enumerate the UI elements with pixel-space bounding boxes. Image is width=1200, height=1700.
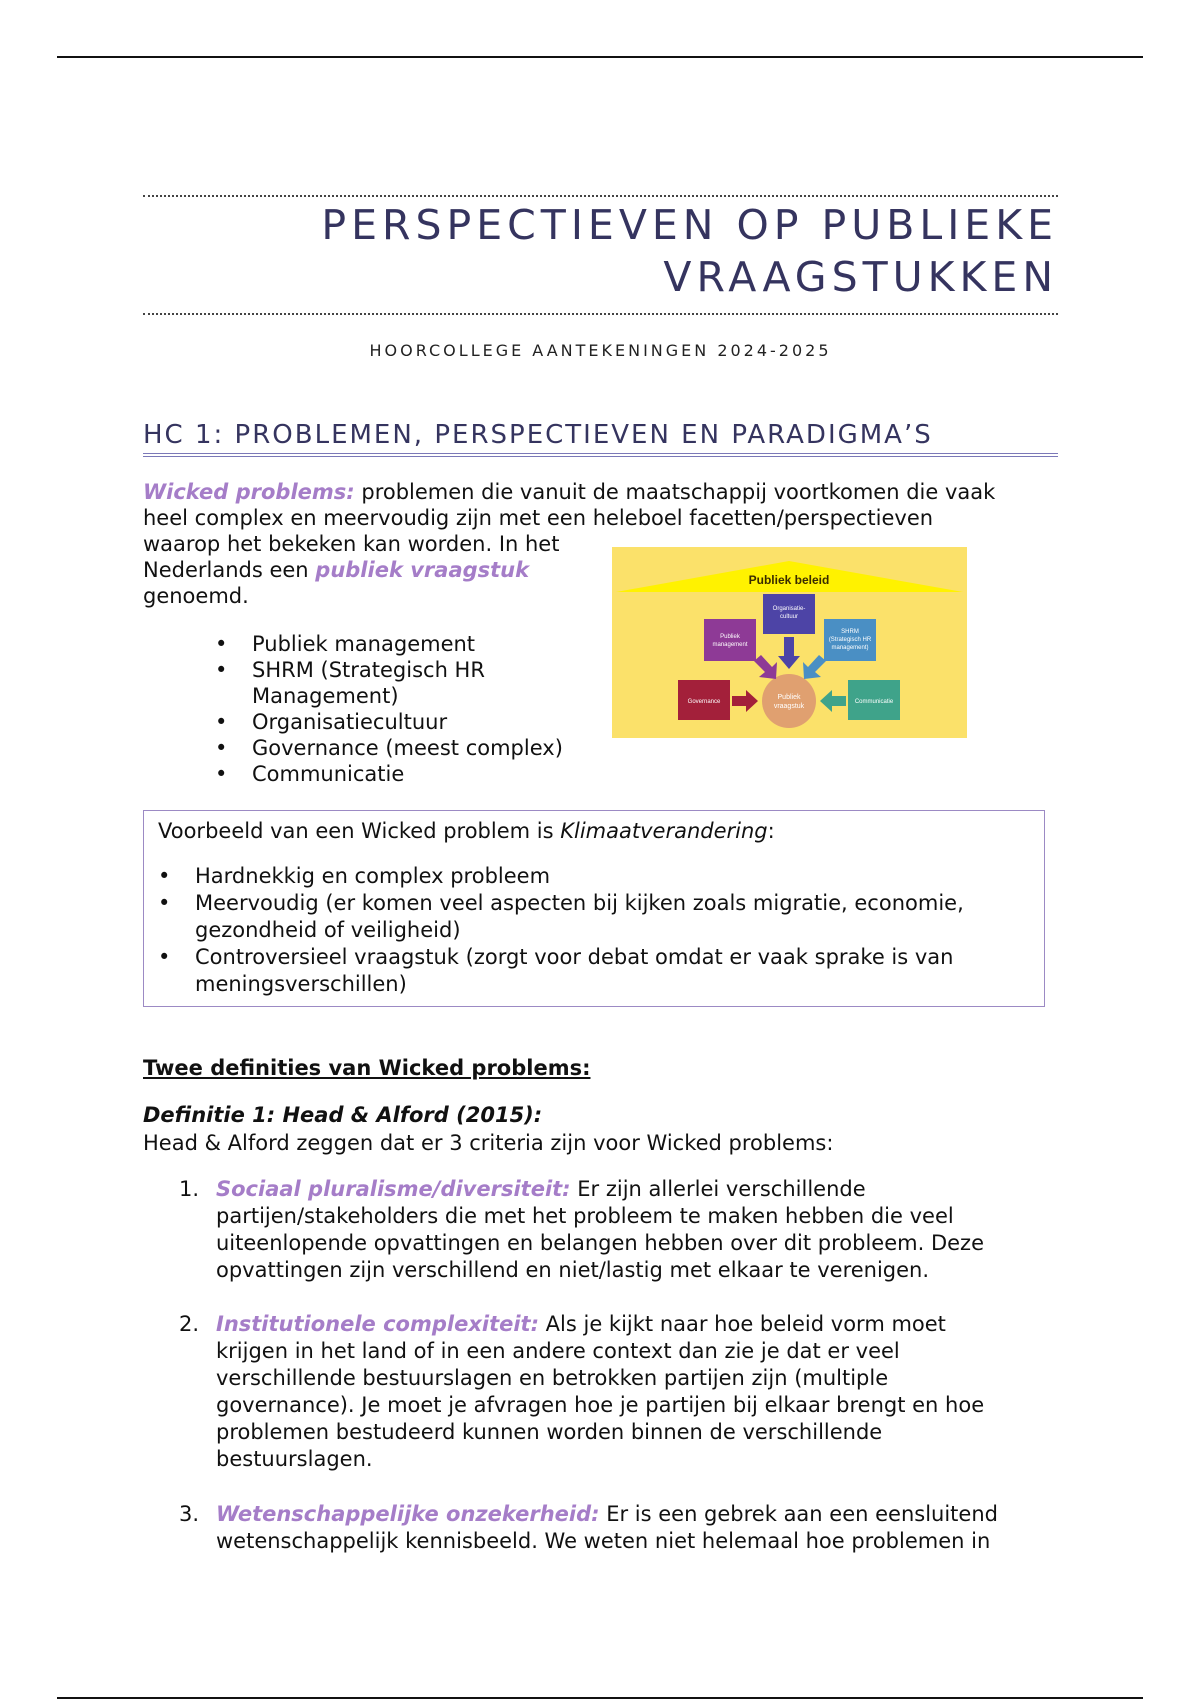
- criterion-3-term: Wetenschappelijke onzekerheid:: [216, 1502, 600, 1526]
- intro-line-3: waarop het bekeken kan worden. In het: [143, 532, 560, 556]
- criterion-number: 2.: [179, 1312, 200, 1336]
- center-label-2: vraagstuk: [773, 703, 805, 710]
- list-item-continuation: Management): [252, 684, 399, 708]
- box-pm-label-1: Publiek: [720, 634, 740, 640]
- criterion-2-term: Institutionele complexiteit:: [216, 1312, 539, 1336]
- list-item: [158, 944, 1030, 998]
- document-subtitle: HOORCOLLEGE AANTEKENINGEN 2024-2025: [369, 341, 832, 360]
- definitions-heading: Twee definities van Wicked problems:: [143, 1056, 591, 1080]
- example-intro-colon: :: [767, 819, 775, 843]
- criterion-3: [143, 1501, 1063, 1555]
- intro-line-1-text: problemen die vanuit de maatschappij voortkomen die vaak: [354, 480, 996, 504]
- criterion-number: 3.: [179, 1502, 200, 1526]
- example-bullet-3-line-1: • Controversieel vraagstuk (zorgt voor debat omdat er vaak sprake is van: [195, 945, 954, 969]
- criterion-number: 1.: [179, 1177, 200, 1201]
- criterion-3-line-1: [216, 1501, 1063, 1528]
- criterion-2-line-1: [216, 1311, 1063, 1338]
- header-rule: [57, 56, 1143, 58]
- box-gov-label: Governance: [687, 699, 721, 705]
- box-org-label-1: Organisatie-: [772, 606, 806, 612]
- criterion-1-line-1: [216, 1176, 1063, 1203]
- example-bullet-2-line-1: • Meervoudig (er komen veel aspecten bij kijken zoals migratie, economie,: [195, 891, 964, 915]
- criterion-2-text-1: Als je kijkt naar hoe beleid vorm moet: [539, 1312, 946, 1336]
- example-bullet-1: Hardnekkig en complex probleem: [195, 864, 551, 888]
- term-wicked-problems: Wicked problems:: [143, 480, 355, 504]
- footer-rule: [57, 1697, 1143, 1699]
- list-item: • Publiek management: [143, 631, 563, 657]
- example-emphasis: Klimaatverandering: [560, 819, 768, 843]
- box-shrm-label-1: SHRM: [841, 629, 859, 635]
- criterion-2-line-6: bestuurslagen.: [216, 1447, 373, 1471]
- criterion-3-line-2: wetenschappelijk kennisbeeld. We weten niet helemaal hoe problemen in: [216, 1529, 991, 1553]
- criterion-2-line-2: krijgen in het land of in een andere context dan zie je dat er veel: [216, 1339, 900, 1363]
- box-shrm-label-3: management): [831, 645, 869, 651]
- center-circle: [762, 674, 816, 728]
- list-item: • Governance (meest complex): [143, 735, 563, 761]
- arrow-shrm: [803, 655, 826, 679]
- criterion-2: [143, 1311, 1063, 1473]
- example-intro-text: Voorbeeld van een Wicked problem is: [158, 819, 561, 843]
- diagram-svg: [612, 547, 967, 738]
- list-item: [158, 863, 1030, 890]
- arrow-com: [820, 690, 846, 712]
- perspectives-list: [143, 631, 563, 787]
- section-heading: HC 1: PROBLEMEN, PERSPECTIEVEN EN PARADIGMA’S: [143, 420, 1058, 457]
- criterion-2-line-5: problemen bestudeerd kunnen worden binnen de verschillende: [216, 1420, 883, 1444]
- criterion-1-term: Sociaal pluralisme/diversiteit:: [216, 1177, 571, 1201]
- term-publiek-vraagstuk: publiek vraagstuk: [315, 558, 530, 582]
- perspectives-diagram: [612, 547, 967, 738]
- definition-1-title: Definitie 1: Head & Alford (2015):: [143, 1103, 543, 1127]
- title-line-1: PERSPECTIEVEN OP PUBLIEKE: [321, 201, 1058, 249]
- arrow-pm: [754, 655, 777, 679]
- box-pm-label-2: management: [712, 642, 748, 648]
- example-list: [158, 863, 1030, 998]
- criterion-1-line-3: uiteenlopende opvattingen en belangen hebben over dit probleem. Deze: [216, 1231, 984, 1255]
- box-shrm-label-2: (Strategisch HR: [828, 637, 872, 643]
- arrow-gov: [732, 690, 758, 712]
- criterion-2-line-4: governance). Je moet je afvragen hoe je partijen bij elkaar brengt en hoe: [216, 1393, 985, 1417]
- definition-1-intro: Head & Alford zeggen dat er 3 criteria zijn voor Wicked problems:: [143, 1131, 834, 1155]
- box-org-label-2: cultuur: [779, 614, 799, 620]
- criterion-1-text-1: Er zijn allerlei verschillende: [570, 1177, 866, 1201]
- list-item: [158, 890, 1030, 944]
- example-intro: [158, 818, 1030, 845]
- box-publiek-management: [704, 619, 756, 661]
- example-bullet-2-line-2: gezondheid of veiligheid): [195, 918, 461, 942]
- title-line-2: VRAAGSTUKKEN: [663, 253, 1058, 301]
- arrow-org: [778, 637, 800, 669]
- criterion-3-text-1: Er is een gebrek aan een eensluitend: [599, 1502, 998, 1526]
- criterion-1: [143, 1176, 1063, 1284]
- document-title: [143, 195, 1058, 315]
- example-bullet-3-line-2: meningsverschillen): [195, 972, 407, 996]
- criterion-1-line-2: partijen/stakeholders die met het probleem te maken hebben die veel: [216, 1204, 954, 1228]
- list-item: • SHRM (Strategisch HR: [143, 657, 563, 683]
- intro-line-4-text: Nederlands een: [143, 558, 316, 582]
- list-item: • Organisatiecultuur: [143, 709, 563, 735]
- criterion-2-line-3: verschillende bestuurslagen en betrokken partijen zijn (multiple: [216, 1366, 889, 1390]
- center-label-1: Publiek: [777, 694, 801, 701]
- list-item: • Communicatie: [143, 761, 563, 787]
- intro-line-1: [143, 479, 1063, 505]
- intro-line-5: genoemd.: [143, 584, 249, 608]
- criterion-1-line-4: opvattingen zijn verschillend en niet/lastig met elkaar te verenigen.: [216, 1258, 930, 1282]
- example-box: [143, 810, 1045, 1007]
- box-com-label: Communicatie: [854, 699, 894, 705]
- roof-label: Publiek beleid: [748, 573, 830, 587]
- intro-line-2: heel complex en meervoudig zijn met een heleboel facetten/perspectieven: [143, 506, 934, 530]
